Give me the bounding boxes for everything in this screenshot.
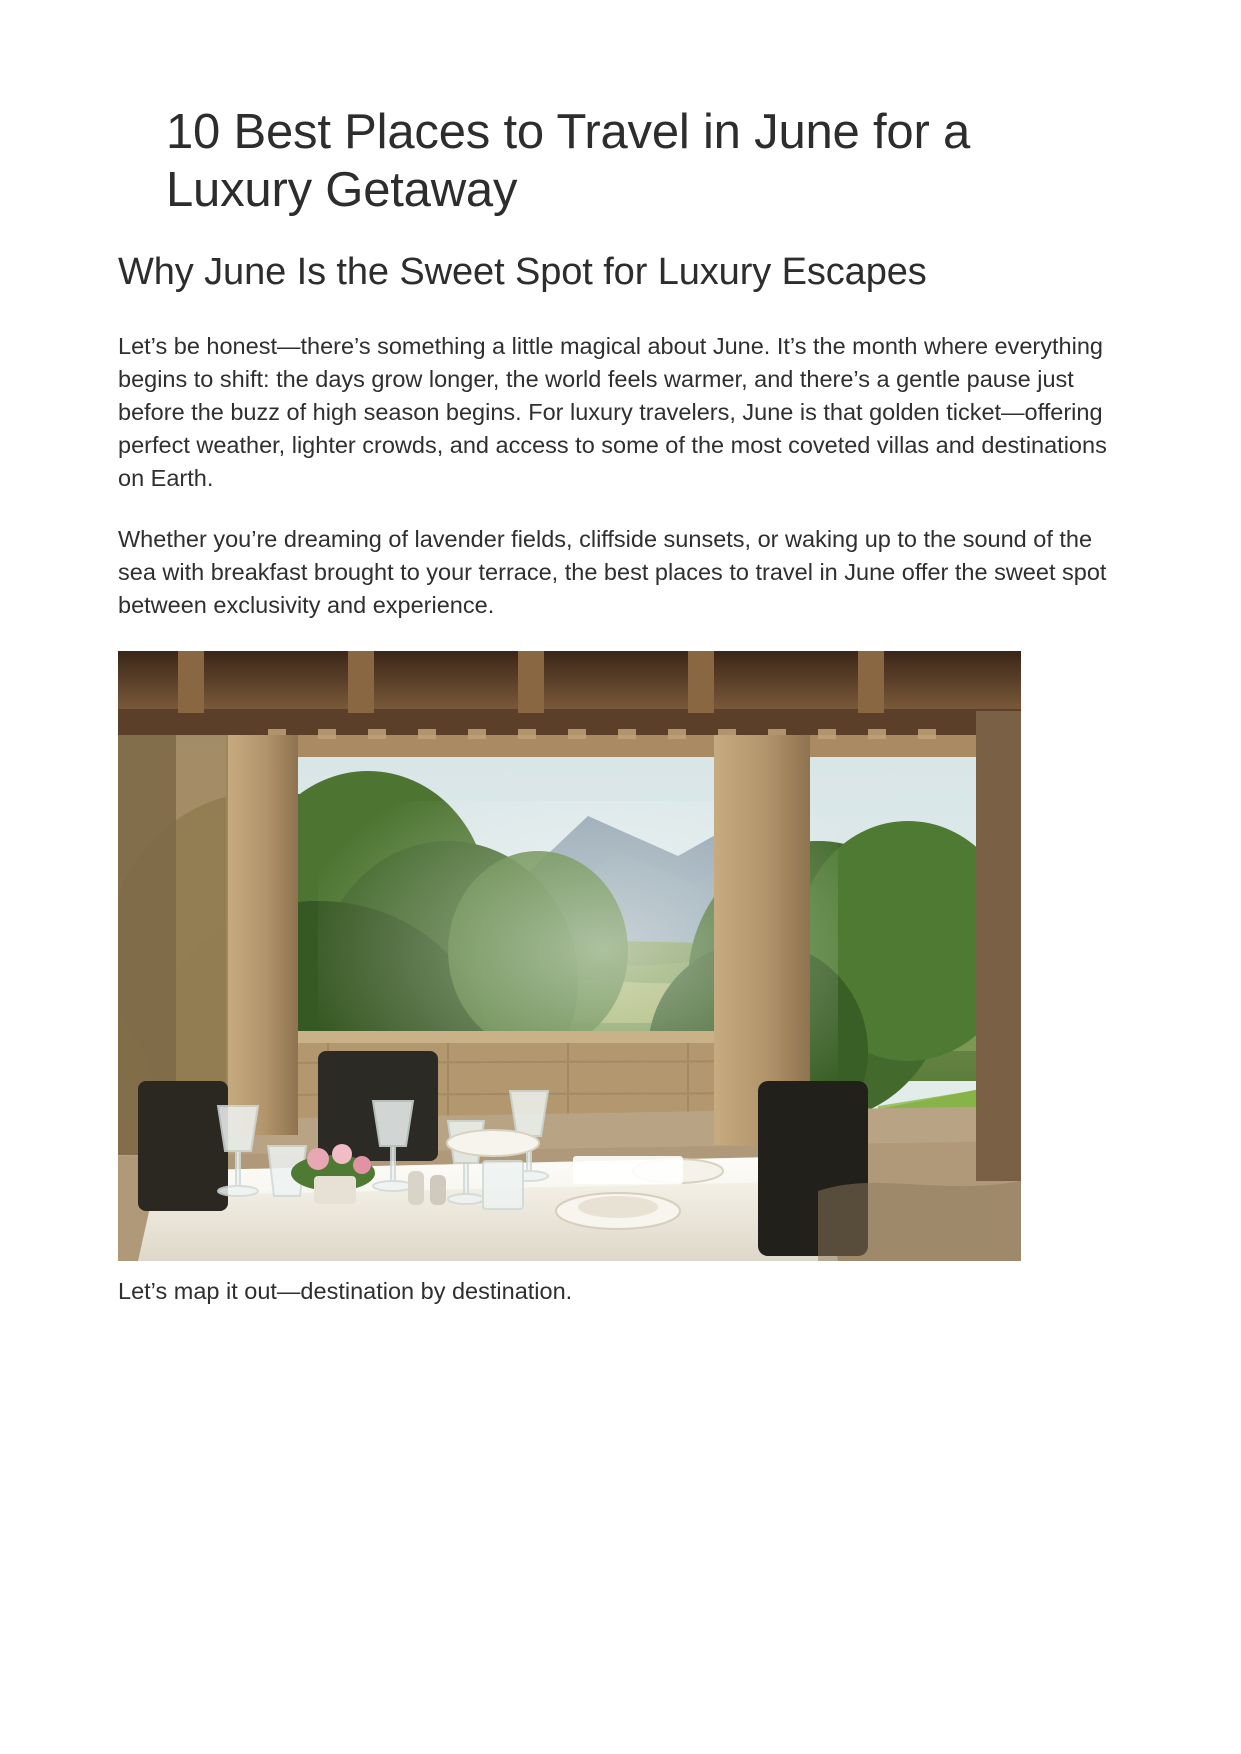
article-photo — [118, 651, 1021, 1261]
section-heading: Why June Is the Sweet Spot for Luxury Escapes — [118, 250, 927, 293]
page-title: 10 Best Places to Travel in June for a Luxury Getaway — [166, 105, 971, 217]
body-paragraph-1: Let’s be honest—there’s something a little magical about June. It’s the month where everything begins to shift: the days grow longer, the world feels warmer, and there’s a gentle pause just before the buzz of high season begins. For luxury travelers, June is that golden ticket—offering perfect weather, lighter crowds, and access to some of the most coveted villas and destinations on Earth. — [118, 332, 1107, 492]
photo-caption: Let’s map it out—destination by destination. — [118, 1277, 573, 1304]
body-paragraph-2: Whether you’re dreaming of lavender fields, cliffside sunsets, or waking up to the sound of the sea with breakfast brought to your terrace, the best places to travel in June offer the sweet spot between exclusivity and experience. — [118, 526, 1107, 619]
photo-illustration — [118, 651, 1021, 1261]
